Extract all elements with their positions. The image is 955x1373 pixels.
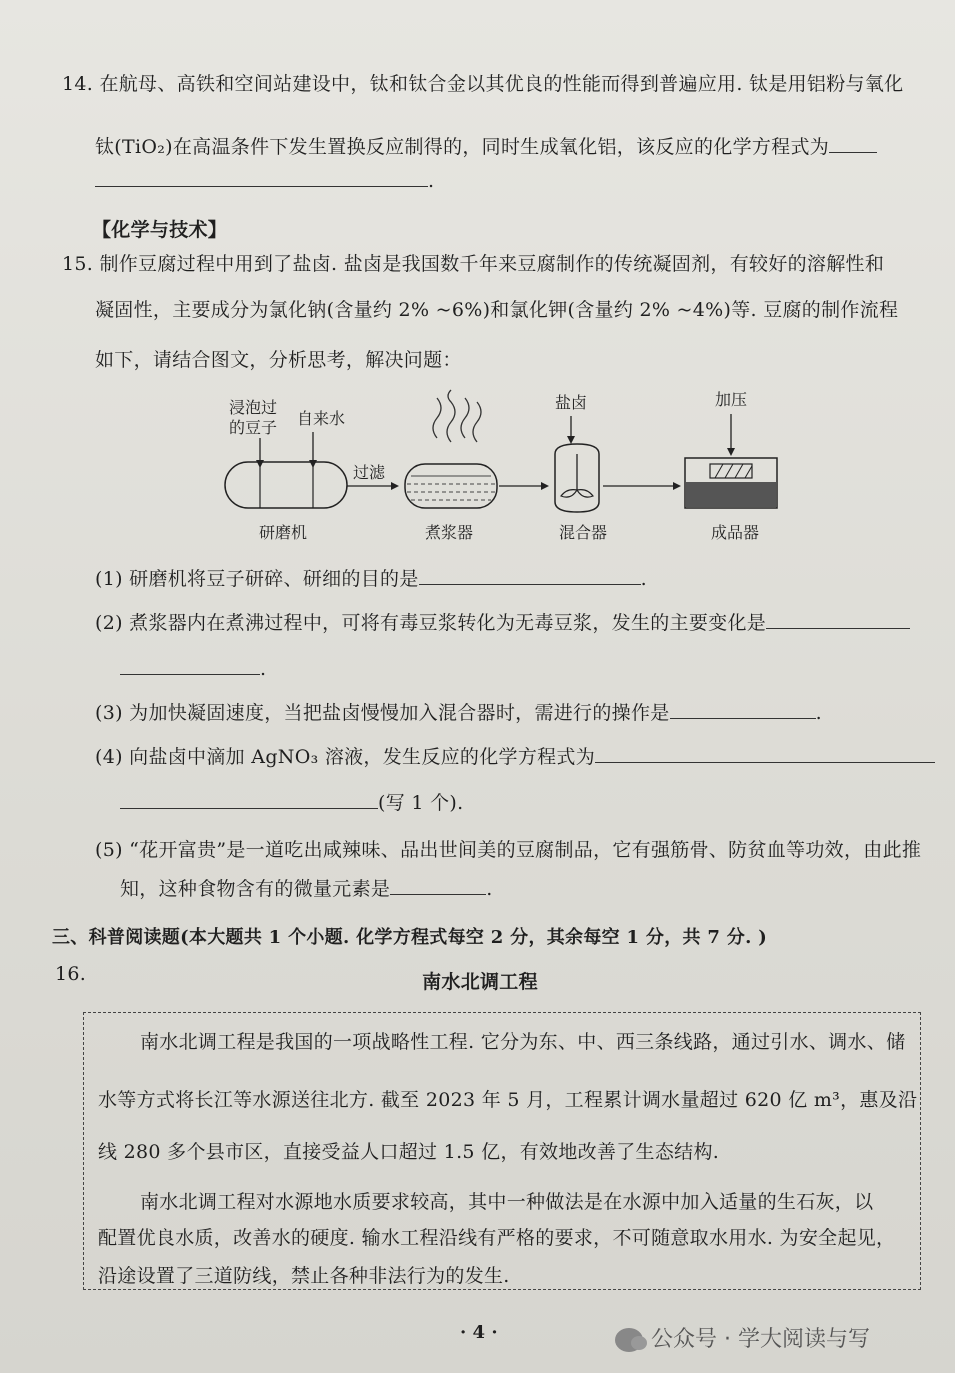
q15-line1: 15. 制作豆腐过程中用到了盐卤. 盐卤是我国数千年来豆腐制作的传统凝固剂，有较好的溶解性和: [62, 253, 885, 275]
answer-blank[interactable]: [120, 790, 378, 809]
q15-line2: 凝固性，主要成分为氯化钠(含量约 2% ~6%)和氯化钾(含量约 2% ~4%)等. 豆腐的制作流程: [95, 299, 899, 321]
para1-line1: 南水北调工程是我国的一项战略性工程. 它分为东、中、西三条线路，通过引水、调水、储: [140, 1031, 906, 1053]
mixer-label: 混合器: [559, 523, 608, 542]
q14-line2: 钛(TiO₂)在高温条件下发生置换反应制得的，同时生成氧化铝，该反应的化学方程式为: [95, 136, 830, 158]
para1-line2: 水等方式将长江等水源送往北方. 截至 2023 年 5 月，工程累计调水量超过 620 亿 m³，惠及沿: [98, 1089, 918, 1111]
brine-label: 盐卤: [555, 393, 588, 412]
answer-blank[interactable]: [595, 744, 935, 763]
filter-label: 过滤: [353, 463, 386, 482]
article-title: 南水北调工程: [422, 971, 538, 993]
para2-line1: 南水北调工程对水源地水质要求较高，其中一种做法是在水源中加入适量的生石灰，以: [140, 1191, 874, 1213]
tap-water-label: 自来水: [297, 409, 346, 428]
wechat-icon: [615, 1328, 643, 1352]
boiler-vessel: [405, 464, 497, 508]
press-label: 加压: [715, 390, 748, 409]
q15-p5-line1: (5) “花开富贵”是一道吃出咸辣味、品出世间美的豆腐制品，它有强筋骨、防贫血等功效，由此推: [95, 839, 922, 861]
para2-line2: 配置优良水质，改善水的硬度. 输水工程沿线有严格的要求，不可随意取水用水. 为安全起见，: [98, 1227, 896, 1249]
q15-line3: 如下，请结合图文，分析思考，解决问题：: [95, 349, 462, 371]
q16-number: 16.: [55, 963, 87, 985]
q14-line1: 14. 在航母、高铁和空间站建设中，钛和钛合金以其优良的性能而得到普遍应用. 钛是用铝粉与氧化: [62, 73, 904, 95]
watermark-text: 公众号 · 学大阅读与写: [651, 1327, 870, 1352]
q15-p1: (1) 研磨机将豆子研碎、研细的目的是 .: [95, 568, 647, 590]
answer-blank[interactable]: [670, 700, 816, 719]
q15-p3: (3) 为加快凝固速度，当把盐卤慢慢加入混合器时，需进行的操作是 .: [95, 702, 822, 724]
boiler-label: 煮浆器: [425, 523, 474, 542]
section-label: 【化学与技术】: [92, 219, 228, 241]
answer-blank[interactable]: [95, 168, 428, 187]
tofu-process-diagram: [215, 388, 795, 558]
answer-blank[interactable]: [829, 134, 877, 153]
q15-p5-line2: 知，这种食物含有的微量元素是 .: [120, 878, 493, 900]
q15-p2-cont: .: [120, 656, 266, 681]
q14-line2-wrap: [95, 134, 877, 159]
q15-p4-cont: (写 1 个).: [120, 790, 463, 815]
para1-line3: 线 280 多个县市区，直接受益人口超过 1.5 亿，有效地改善了生态结构.: [98, 1141, 720, 1163]
product-label: 成品器: [711, 523, 760, 542]
answer-blank[interactable]: [390, 876, 486, 895]
watermark: [615, 1322, 870, 1353]
answer-blank[interactable]: [766, 610, 910, 629]
grinder-vessel: [225, 462, 347, 508]
soaked-beans-label-1: 浸泡过: [229, 398, 278, 417]
q15-p4: (4) 向盐卤中滴加 AgNO₃ 溶液，发生反应的化学方程式为: [95, 744, 935, 769]
answer-blank[interactable]: [120, 656, 260, 675]
soaked-beans-label-2: 的豆子: [229, 418, 278, 437]
q14-line3: .: [95, 168, 434, 193]
section3-heading: 三、科普阅读题(本大题共 1 个小题. 化学方程式每空 2 分，其余每空 1 分，共 7 分. ): [52, 927, 768, 948]
grinder-label: 研磨机: [259, 523, 308, 542]
answer-blank[interactable]: [419, 566, 641, 585]
q15-p2: (2) 煮浆器内在煮沸过程中，可将有毒豆浆转化为无毒豆浆，发生的主要变化是: [95, 610, 910, 635]
para2-line3: 沿途设置了三道防线，禁止各种非法行为的发生.: [98, 1265, 510, 1287]
page-number: · 4 ·: [460, 1322, 498, 1343]
